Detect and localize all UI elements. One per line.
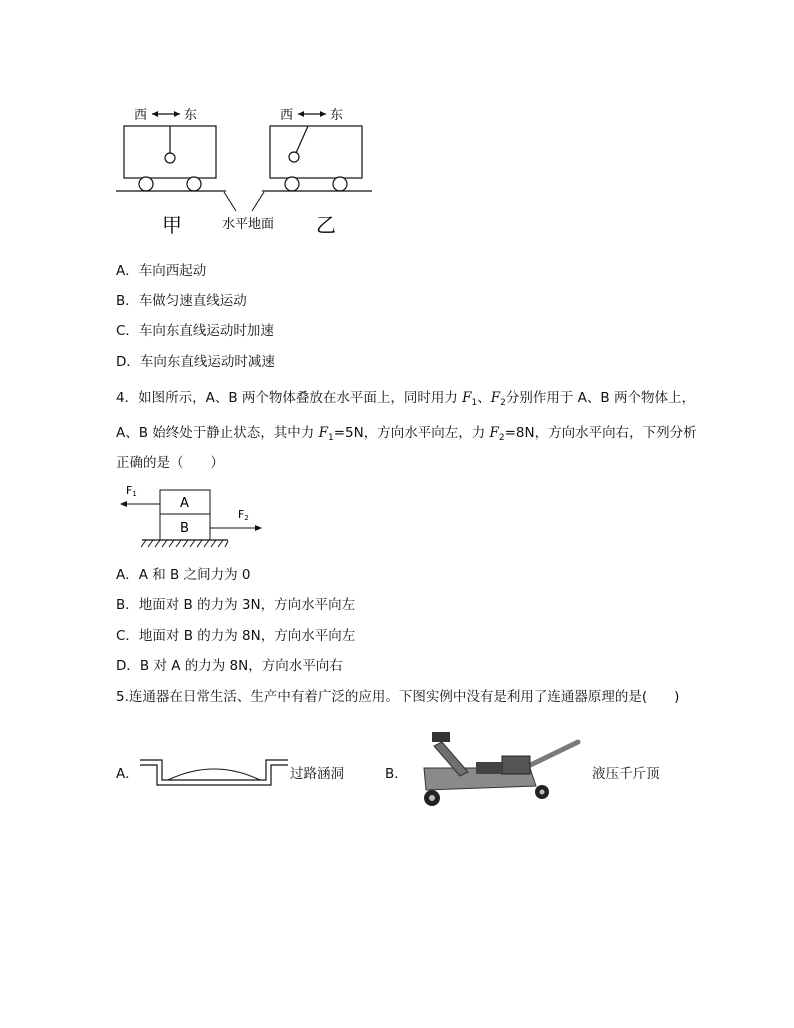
- carts-figure: [110, 100, 380, 240]
- q4-option-c[interactable]: C．地面对 B 的力为 8N，方向水平向左: [116, 628, 356, 644]
- cart-left-wheel-2: [187, 177, 201, 191]
- ground-leader-left: [224, 192, 236, 211]
- q4-f1-subscript: 1: [471, 398, 478, 408]
- q4-f2-symbol-2: F: [489, 425, 499, 441]
- q4-stem-text-1c: 分别作用于 A、B 两个物体上，: [505, 390, 695, 406]
- q4-stem-line-1: [116, 389, 695, 412]
- cart-left-wheel-1: [139, 177, 153, 191]
- cart-right-arrow-east: [320, 111, 326, 117]
- culvert-diagram: [138, 752, 290, 792]
- cart-right-west-label: 西: [280, 108, 294, 123]
- ground-hatching: [141, 540, 228, 547]
- q3-option-c[interactable]: C．车向东直线运动时加速: [116, 323, 274, 339]
- q3-option-d[interactable]: D．车向东直线运动时减速: [116, 354, 275, 370]
- block-b-label: B: [180, 521, 189, 536]
- blocks-diagram: [116, 480, 276, 550]
- q4-f1-symbol: F: [462, 390, 472, 406]
- cart-left-pendulum-bob: [165, 153, 175, 163]
- cart-left-arrow-east: [174, 111, 180, 117]
- q4-option-b[interactable]: B．地面对 B 的力为 3N，方向水平向左: [116, 597, 356, 613]
- q3-option-a[interactable]: A．车向西起动: [116, 263, 207, 279]
- cart-left-arrow-west: [152, 111, 158, 117]
- cart-right-pendulum-bob: [289, 152, 299, 162]
- carts-diagram: [110, 100, 380, 240]
- culvert-outer: [140, 760, 288, 780]
- jack-front-hub: [429, 795, 435, 801]
- culvert-figure: [138, 752, 290, 792]
- q4-f1-subscript-2: 1: [327, 433, 334, 443]
- q4-option-a[interactable]: A．A 和 B 之间力为 0: [116, 567, 251, 583]
- cart-left-name: 甲: [162, 213, 182, 237]
- cart-left-east-label: 东: [184, 108, 198, 123]
- force2-label: F2: [238, 508, 249, 522]
- q4-stem-text-2c: =8N，方向水平向右，下列分析: [504, 425, 697, 441]
- block-a-label: A: [180, 496, 189, 511]
- q5-option-a-caption: 过路涵洞: [290, 766, 344, 782]
- cart-left-west-label: 西: [134, 108, 148, 123]
- q4-stem-text-1a: 4．如图所示，A、B 两个物体叠放在水平面上，同时用力: [116, 390, 463, 406]
- q5-option-b-caption: 液压千斤顶: [592, 766, 660, 782]
- q5-stem: 5.连通器在日常生活、生产中有着广泛的应用。下图实例中没有是利用了连通器原理的是( ): [116, 689, 680, 705]
- cart-right-wheel-2: [333, 177, 347, 191]
- q4-f1-symbol-2: F: [318, 425, 328, 441]
- q4-stem-line-2: [116, 424, 697, 447]
- hydraulic-jack-figure: [412, 726, 584, 812]
- ground-leader-right: [252, 192, 264, 211]
- q4-f2-symbol: F: [490, 390, 501, 406]
- blocks-figure: [116, 480, 276, 550]
- q5-option-a-letter[interactable]: A．: [116, 766, 139, 782]
- q4-option-d[interactable]: D．B 对 A 的力为 8N，方向水平向右: [116, 658, 343, 674]
- culvert-arch: [168, 769, 260, 780]
- cart-right-east-label: 东: [330, 108, 344, 123]
- q4-stem-line-3: 正确的是（ ）: [116, 455, 224, 471]
- force1-arrow-head: [120, 501, 127, 507]
- hydraulic-jack-image: [412, 726, 584, 812]
- cart-right-name: 乙: [316, 213, 336, 237]
- q4-stem-text-2a: A、B 始终处于静止状态，其中力: [116, 425, 319, 441]
- jack-pump: [502, 756, 530, 774]
- q4-stem-text-2b: =5N，方向水平向左，力: [333, 425, 490, 441]
- q4-f2-subscript: 2: [500, 398, 506, 408]
- force1-label: F1: [126, 484, 137, 498]
- cart-right-body: [270, 126, 362, 178]
- jack-rear-hub: [540, 790, 545, 795]
- force2-arrow-head: [255, 525, 262, 531]
- q3-option-b[interactable]: B．车做匀速直线运动: [116, 293, 247, 309]
- q4-stem-text-1b: 、: [477, 390, 491, 406]
- cart-right-wheel-1: [285, 177, 299, 191]
- q4-f2-subscript-2: 2: [498, 433, 505, 443]
- jack-saddle: [432, 732, 450, 742]
- ground-label: 水平地面: [222, 217, 275, 232]
- q5-option-b-letter[interactable]: B．: [385, 766, 408, 782]
- jack-cylinder: [476, 762, 502, 774]
- cart-right-arrow-west: [298, 111, 304, 117]
